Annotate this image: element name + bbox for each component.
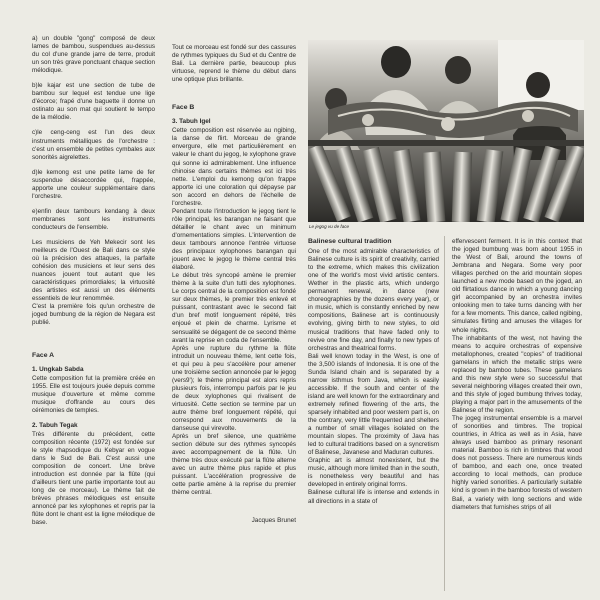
track-2-continued: Tout ce morceau est fondé sur des cassures de rythmes typiques du Sud et du Centre de Bali. La dernière partie, beaucoup plus virtuose, reprend le thème du début dans une optique plus brillante.	[172, 44, 296, 84]
instrument-kajar: b)le kajar est une section de tube de bambou sur lequel est tendue une lige d'écorce; frapé d'une baguette il donne un ostinato au son mat qui soutient le tempo de la mélodie.	[32, 82, 155, 122]
track-3-fourth-section: Après un bref silence, une quatrième section débute sur des rythmes syncopés avec accompagnement de la flûte. Un thème très doux exécuté par la flûte alterne avec un autre thème plus rapide et plus puissant. L'accélération progressive de cette partie amène à la reprise du premier thème central.	[172, 433, 296, 497]
instrument-ceng-ceng: c)le ceng-ceng est l'un des deux instruments métalliques de l'orchestre : c'est un ensemble de petites cymbales aux sonorités aigrelettes.	[32, 129, 155, 161]
english-section-title: Balinese cultural tradition	[308, 238, 392, 245]
column-divider	[444, 236, 445, 591]
paragraph-graphic-art: Graphic art is almost nonexistent, but the music, although more limited than in the south, is nonetheless very beautiful and has developed in entirely original forms.	[308, 457, 439, 489]
track-3-intro: Pendant toute l'introduction le jegog tient le rôle principal, les barangan ne faisant que détailler le chant avec un minimum d'ornementations simples. L'intervention de deux tambours annonce l'entrée virtuose des principaux xylophones barangan qui jouent avec le jegog le thème central très élaboré.	[172, 207, 296, 272]
track-1-title: 1. Ungkab Sabda	[32, 365, 84, 373]
face-a-heading: Face A	[32, 351, 55, 359]
photo-jegog-musicians	[308, 40, 584, 222]
column-english-2	[452, 238, 582, 519]
column-french-1	[32, 35, 155, 534]
paragraph-joged-origin: effervescent ferment. It is in this context that the joged bumbung was born about 1955 in the West of Bali, around the towns of Jembrana and Negara. Some very poor villages perched on the arid mountain slopes launched a new mode based on the joged, an old flirtatious dance in which a young dancing girl accompanied by an orchestra invites onlooking men to take turns dancing with her for a few moments. This dance, called ngibing, simulates flirting and amuses the villages for whole nights.	[452, 238, 582, 334]
track-3-themes: Le début très syncopé amène le premier thème à la suite d'un tutti des xylophones. Le corps central de la composition est fondé sur deux thèmes, le premier très enlevé et puissant, contrastant avec le second fait d'un bref motif longuement répété, très enjoué et plein de charme. Lyrisme et sensualité se dégagent de ce second thème avant la reprise en coda de l'ensemble.	[172, 272, 296, 344]
column-french-2	[172, 44, 296, 526]
track-1-text: Cette composition fut la première créée en 1955. Elle est toujours jouée depuis comme musique d'ouverture et même comme musique d'offrande au cours des cérémonies de temples.	[32, 374, 155, 414]
paragraph-first-publication: C'est la première fois qu'un orchestre de joged bumbung de la région de Negara est publié.	[32, 303, 155, 327]
track-3-title: 3. Tabuh Igel	[172, 118, 211, 126]
instrument-kemong: d)le kemong est une petite lame de fer suspendue désaccordée qui, frappée, apporte une couleur supplémentaire dans l'orchestre.	[32, 168, 155, 200]
photo-caption: Le jegog vu de face	[309, 224, 350, 229]
face-b-heading: Face B	[172, 104, 195, 112]
paragraph-cultural-life: Balinese cultural life is intense and extends in all directions in a state of	[308, 489, 439, 505]
author-signature: Jacques Brunet	[251, 517, 296, 525]
track-3-third-section: Après une rupture du rythme la flûte introduit un nouveau thème, lent cette fois, et qui peu à peu s'accélère pour amener une troisième section annoncée par le jegog (vers9'); le thème principal est alors repris plusieurs fois, interrompu parfois par le jeu de deux xylophones qui rivalisent de virtuosité. Cette section se termine par un autre thème bref longuement répété, qui correspond aux mouvements de la danseuse qui virevolte.	[172, 344, 296, 433]
paragraph-musicians: Les musiciens de Yeh Mekecir sont les meilleurs de l'Ouest de Bali dans ce style où la précision des attaques, la parfaite cohésion des musiciens et leur sens des nuances jouent tout autant que les caractéristiques primordiales; la virtuosité des artistes est aussi un des éléments essentiels de leur renommée.	[32, 238, 155, 303]
track-2-text: Très différente du précédent, cette composition récente (1972) est fondée sur le style rhapsodique du Kebyar en vogue dans le Sud de Bali. C'est aussi une composition de concert. Une brève introduction est donnée par la flûte (qui d'ailleurs tient une partie importante tout au long de ce morceau). Le thème fait de brèves phrases mélodiques est ensuite annoncé par les xylophones et repris par la flûte dont le chant est la ligne mélodique de base.	[32, 430, 155, 527]
jegog-photo-illustration	[308, 40, 584, 222]
instrument-gong: a) un double "gong" composé de deux lames de bambou, suspendues au-dessus du col d'une grande jarre de terre, produit un son très grave ponctuant chaque section mélodique.	[32, 35, 155, 75]
paragraph-instrumental-ensemble: The jogeg instrumental ensemble is a marvel of sonorities and timbres. The tropical countries, in Africa as well as in Asia, have always used bamboo as primary resonant material. Bamboo is rich in timbres that wood does not possess. There are numerous kinds of bamboo, and each one, once treated according to local methods, can produce highly varied sonorities. A particularly suitable kind is grown in the bamboo forests of western Bali, a variety with long sections and wide diameters that furnishes strips of all	[452, 415, 582, 511]
paragraph-creativity: One of the most admirable characteristics of Balinese culture is its spirit of creativity, carried to the extreme, which makes this civilization one of the world's most vivid artistic centers. Wether in the plastic arts, which undergo permanent renewal, in dance (new choreographies by the dozens every year), or in music, which is constantly enriched by new compositions, Balinese art is continuously evolving, giving birth to new styles, to old musical traditions that have faded only to revive one fine day, and finally to new types of orchestras and theatrical forms.	[308, 248, 439, 352]
paragraph-bamboo-gamelan: The inhabitants of the west, not having the means to acquire orchestras of expensive metallophones, created "copies" of traditional gamelans in which the metallic strips were replaced by bamboo tubes. These gamelans and this new style were so successful that several neighboring villages created their own, and this style of joged bumbung thrives today, playing a major part in the amusements of the Balinese of the region.	[452, 334, 582, 414]
track-3-text: Cette composition est réservée au ngibing, la danse de flirt. Morceau de grande envergure, elle met particulièrement en valeur le chant du jegog, le xylophone grave qui sonne ici admirablement. Une influence chinoise dans certains thèmes est ici très nette. L'emploi du kemong qu'on frappe apporte ici une coloration qui dépayse par son accord en dehors de l'échelle de l'orchestre.	[172, 127, 296, 207]
paragraph-geography: Bali well known today in the West, is one of the 3,500 islands of Indonesia. It is one of the Sunda Island chain and is separated by a narrow isthmus from Java, which is easily accessible. If the south and center of the island are well known for the extraordinary and extremely refined flowering of the arts, the sparsely inhabited and poor western part is, on the contrary, very little frequented and shelters a number of small villages isolated on the mountain slopes. The proximity of Java has led to cultural traditions based on a syncretism of Balinese, Javanese and Maduran cultures.	[308, 352, 439, 457]
track-2-title: 2. Tabuh Tegak	[32, 421, 78, 429]
instrument-kendang: e)enfin deux tambours kendang à deux membranes sont les instruments conducteurs de l'ensemble.	[32, 207, 155, 231]
column-english-1	[308, 238, 439, 513]
